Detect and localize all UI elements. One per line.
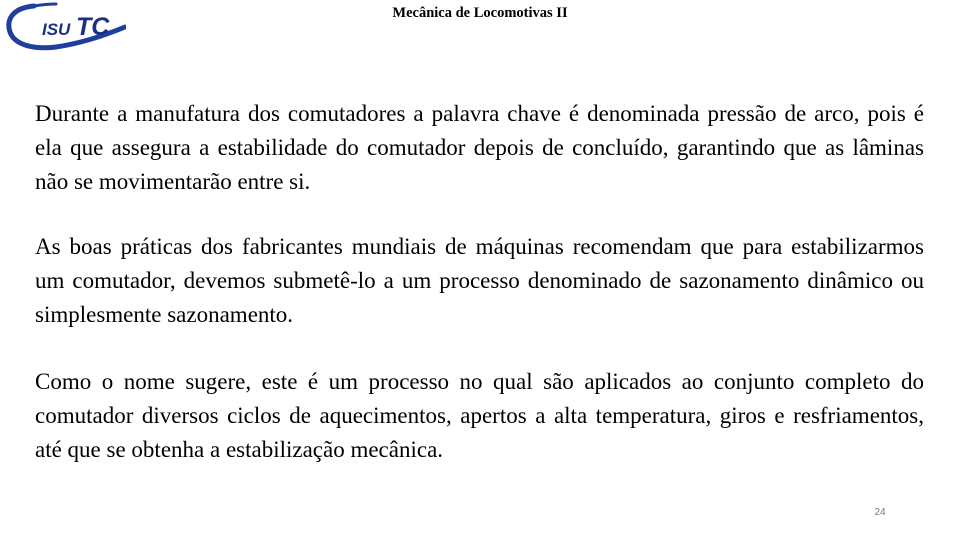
logo-text-isu: ISU <box>42 20 71 39</box>
logo-text-tc: TC <box>76 13 110 41</box>
paragraph-3: Como o nome sugere, este é um processo no qual são aplicados ao conjunto completo do comutador diversos ciclos de aquecimentos, apertos a alta temperatura, giros e resfriamentos, até que se obtenha a estabilização mecânica. <box>35 369 924 462</box>
page-number: 24 <box>874 507 886 518</box>
paragraph-1: Durante a manufatura dos comutadores a palavra chave é denominada pressão de arco, pois é ela que assegura a estabilidade do comutador depois de concluído, garantindo que as lâminas não se movimentarão entre si. <box>35 101 924 194</box>
header-title: Mecânica de Locomotivas II <box>392 5 568 21</box>
paragraph-2: As boas práticas dos fabricantes mundiais de máquinas recomendam que para estabilizarmos um comutador, devemos submetê-lo a um processo denominado de sazonamento dinâmico ou simplesmente sazonamento. <box>35 234 924 327</box>
